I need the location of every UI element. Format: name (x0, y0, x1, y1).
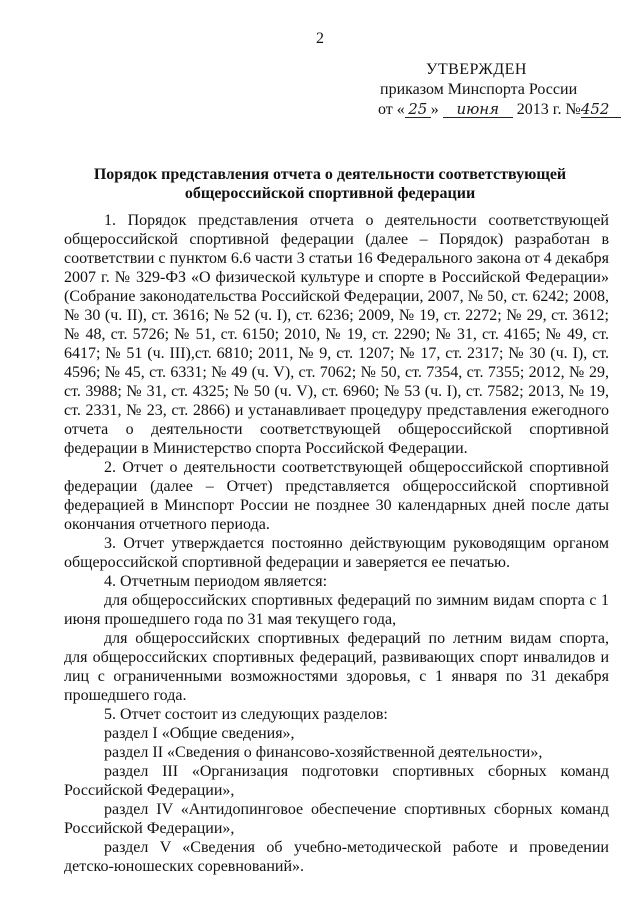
date-year: 2013 г. № (516, 101, 581, 118)
approval-stamp (378, 60, 608, 120)
reporting-period-summer: для общероссийских спортивных федераций по летним видам спорта, для общероссийских спортивных федераций, развивающих спорт инвалидов и лиц с ограниченными возможностями здоровья, с 1 января по 31 декабря прошедшего года. (64, 630, 609, 704)
section-3: раздел III «Организация подготовки спортивных сборных команд Российской Федерации», (64, 763, 609, 799)
reporting-period-winter: для общероссийских спортивных федераций по зимним видам спорта с 1 июня прошедшего года по 31 мая текущего года, (64, 592, 609, 628)
section-5: раздел V «Сведения об учебно-методической работе и проведении детско-юношеских соревнований». (64, 839, 609, 875)
document-body (64, 211, 609, 876)
title-line-2: общероссийской спортивной федерации (184, 185, 476, 202)
paragraph-2: 2. Отчет о деятельности соответствующей общероссийской спортивной федерации (далее – Отчет) представляется общероссийской спортивной федерацией в Минспорт России не позднее 30 календарных дней после даты окончания отчетного периода. (64, 459, 609, 533)
handwritten-month: июня (443, 101, 513, 118)
title-line-1: Порядок представления отчета о деятельности соответствующей (93, 166, 567, 183)
approval-title: УТВЕРЖДЕН (426, 61, 527, 78)
paragraph-5: 5. Отчет состоит из следующих разделов: (104, 706, 388, 723)
document-title (60, 165, 600, 203)
handwritten-day: 25 (405, 101, 431, 118)
section-4: раздел IV «Антидопинговое обеспечение спортивных сборных команд Российской Федерации», (64, 801, 609, 837)
paragraph-1: 1. Порядок представления отчета о деятельности соответствующей общероссийской спортивной федерации (далее – Порядок) разработан в соответствии с пунктом 6.6 части 3 статьи 16 Федерального закона от 4 декабря 2007 г. № 329-ФЗ «О физической культуре и спорте в Российской Федерации» (Собрание законодательства Российской Федерации, 2007, № 50, ст. 6242; 2008, № 30 (ч. II), ст. 3616; № 52 (ч. I), ст. 6236; 2009, № 19, ст. 2272; № 29, ст. 3612; № 48, ст. 5726; № 51, ст. 6150; 2010, № 19, ст. 2290; № 31, ст. 4165; № 49, ст. 6417; № 51 (ч. III),ст. 6810; 2011, № 9, ст. 1207; № 17, ст. 2317; № 30 (ч. I), ст. 4596; № 45, ст. 6331; № 49 (ч. V), ст. 7062; № 50, ст. 7354, ст. 7355; 2012, № 29, ст. 3988; № 31, ст. 4325; № 50 (ч. V), ст. 6960; № 53 (ч. I), ст. 7582; 2013, № 19, ст. 2331, № 23, ст. 2866) и устанавливает процедуру представления ежегодного отчета о деятельности соответствующей общероссийской спортивной федерации в Министерство спорта Российской Федерации. (64, 212, 609, 457)
paragraph-4: 4. Отчетным периодом является: (104, 573, 328, 590)
approval-order: приказом Минспорта России (380, 81, 578, 98)
page-number: 2 (316, 30, 324, 47)
approval-date-line: от « 25 » июня 2013 г. №452 (378, 100, 608, 120)
paragraph-3: 3. Отчет утверждается постоянно действующим руководящим органом общероссийской спортивной федерации и заверяется ее печатью. (64, 535, 609, 571)
section-1: раздел I «Общие сведения», (104, 725, 295, 742)
handwritten-order-number: 452 (581, 101, 621, 118)
date-prefix: от « (378, 101, 405, 118)
section-2: раздел II «Сведения о финансово-хозяйственной деятельности», (104, 744, 543, 761)
